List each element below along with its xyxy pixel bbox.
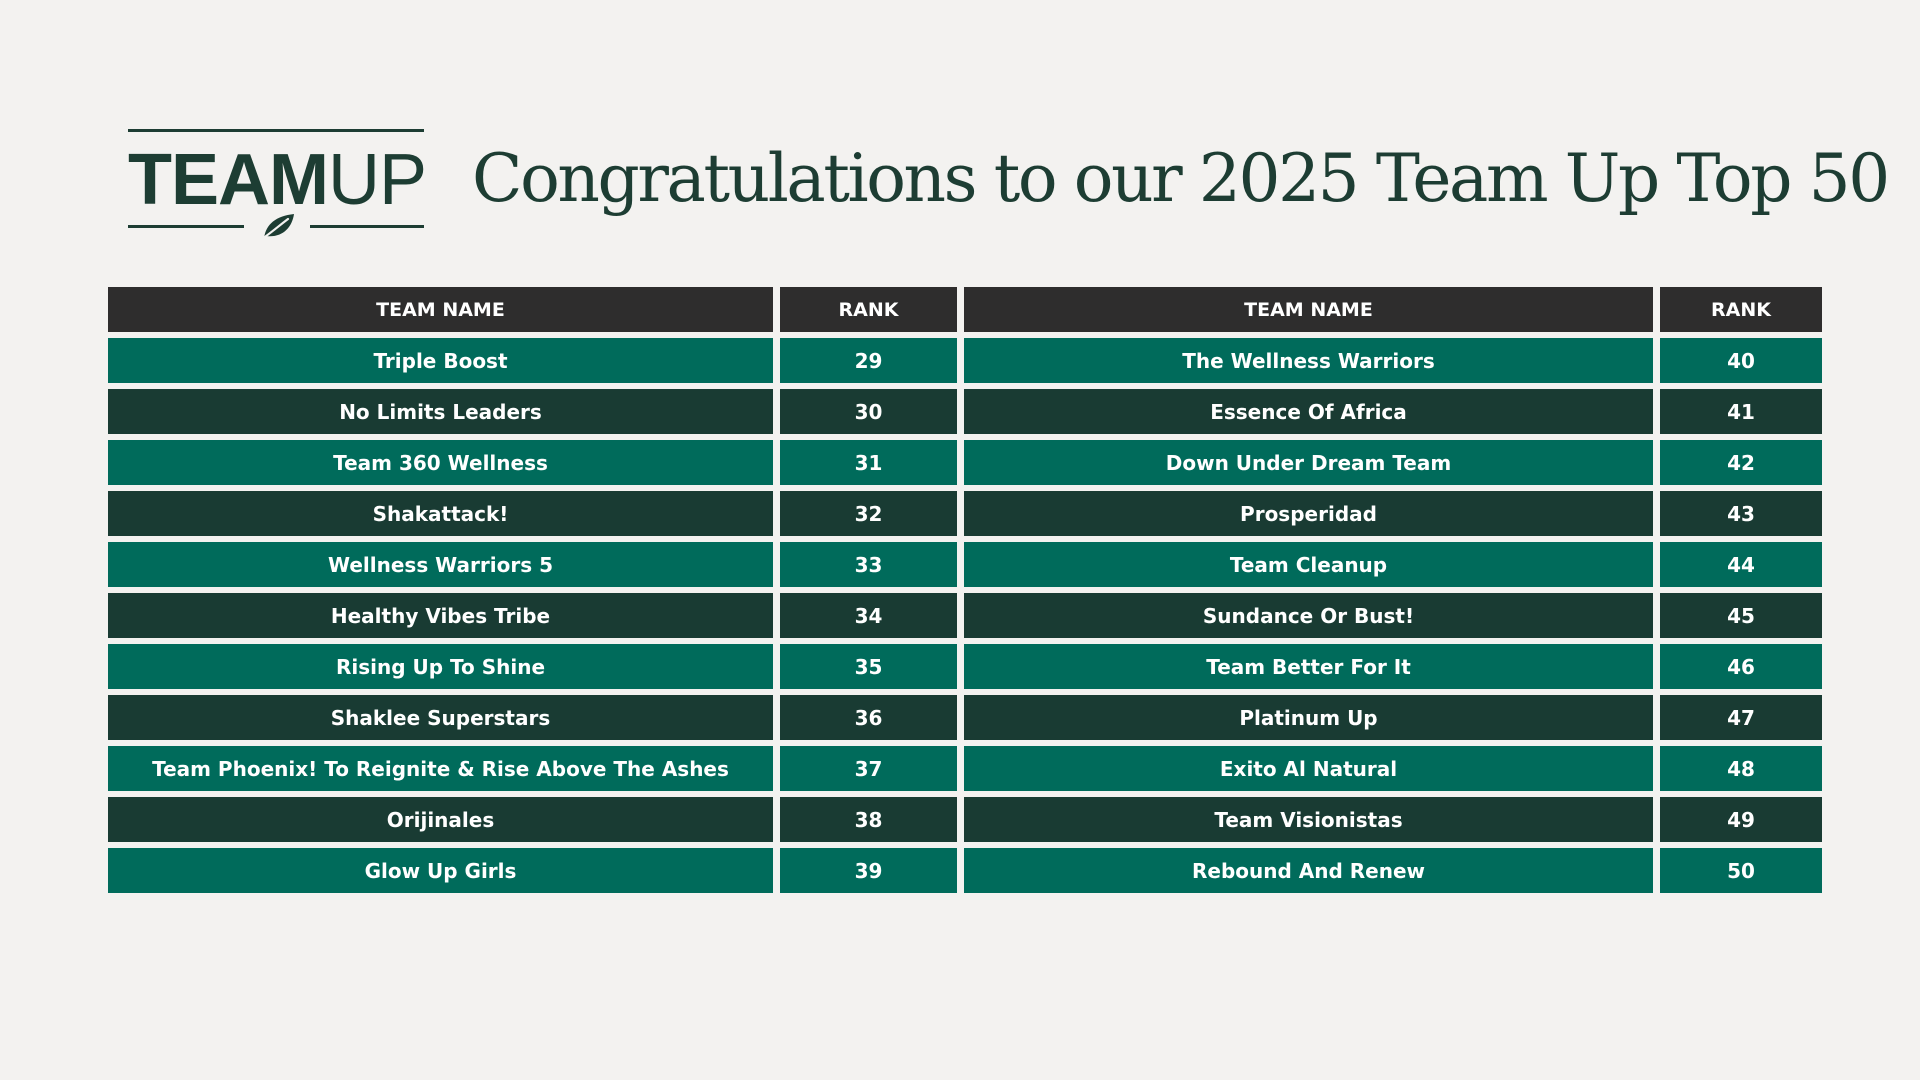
team-name-cell: No Limits Leaders [108,389,773,434]
team-name-cell: Platinum Up [964,695,1653,740]
team-name-cell: Triple Boost [108,338,773,383]
rank-cell: 42 [1660,440,1822,485]
rank-cell: 44 [1660,542,1822,587]
ranking-table [108,287,1822,899]
team-name-cell: Team Better For It [964,644,1653,689]
rank-cell: 36 [780,695,957,740]
table-row [108,542,1822,587]
table-row [108,695,1822,740]
logo-rule-bottom-right [310,225,424,228]
rank-cell: 40 [1660,338,1822,383]
table-row [108,593,1822,638]
rank-cell: 47 [1660,695,1822,740]
teamup-logo [128,126,426,240]
table-row [108,797,1822,842]
table-header-row [108,287,1822,332]
rank-cell: 34 [780,593,957,638]
rank-cell: 35 [780,644,957,689]
team-name-cell: Glow Up Girls [108,848,773,893]
table-row [108,644,1822,689]
rank-cell: 46 [1660,644,1822,689]
rank-cell: 45 [1660,593,1822,638]
table-row [108,491,1822,536]
table-row [108,338,1822,383]
page-title: Congratulations to our 2025 Team Up Top 50 [472,140,1888,217]
rank-cell: 43 [1660,491,1822,536]
team-name-cell: Shaklee Superstars [108,695,773,740]
logo-rule-top [128,129,424,132]
team-name-cell: Team Phoenix! To Reignite & Rise Above The Ashes [108,746,773,791]
header-rank-right: RANK [1660,287,1822,332]
team-name-cell: Orijinales [108,797,773,842]
rank-cell: 29 [780,338,957,383]
team-name-cell: Rebound And Renew [964,848,1653,893]
team-name-cell: Rising Up To Shine [108,644,773,689]
team-name-cell: Healthy Vibes Tribe [108,593,773,638]
team-name-cell: Exito Al Natural [964,746,1653,791]
logo-wordmark [128,142,426,218]
rank-cell: 37 [780,746,957,791]
logo-rule-bottom-left [128,225,244,228]
table-row [108,440,1822,485]
table-row [108,389,1822,434]
team-name-cell: Team 360 Wellness [108,440,773,485]
rank-cell: 31 [780,440,957,485]
rank-cell: 38 [780,797,957,842]
rank-cell: 48 [1660,746,1822,791]
logo-word-up: UP [327,140,427,220]
team-name-cell: Wellness Warriors 5 [108,542,773,587]
team-name-cell: Team Cleanup [964,542,1653,587]
logo-word-team: TEAM [128,140,328,220]
rank-cell: 32 [780,491,957,536]
team-name-cell: Team Visionistas [964,797,1653,842]
rank-cell: 30 [780,389,957,434]
team-name-cell: Sundance Or Bust! [964,593,1653,638]
team-name-cell: The Wellness Warriors [964,338,1653,383]
team-name-cell: Prosperidad [964,491,1653,536]
leaf-icon [258,212,298,240]
rank-cell: 33 [780,542,957,587]
header-team-name-left: TEAM NAME [108,287,773,332]
team-name-cell: Essence Of Africa [964,389,1653,434]
header-rank-left: RANK [780,287,957,332]
rank-cell: 49 [1660,797,1822,842]
table-row [108,746,1822,791]
rank-cell: 39 [780,848,957,893]
team-name-cell: Shakattack! [108,491,773,536]
rank-cell: 41 [1660,389,1822,434]
header-team-name-right: TEAM NAME [964,287,1653,332]
team-name-cell: Down Under Dream Team [964,440,1653,485]
table-row [108,848,1822,893]
rank-cell: 50 [1660,848,1822,893]
